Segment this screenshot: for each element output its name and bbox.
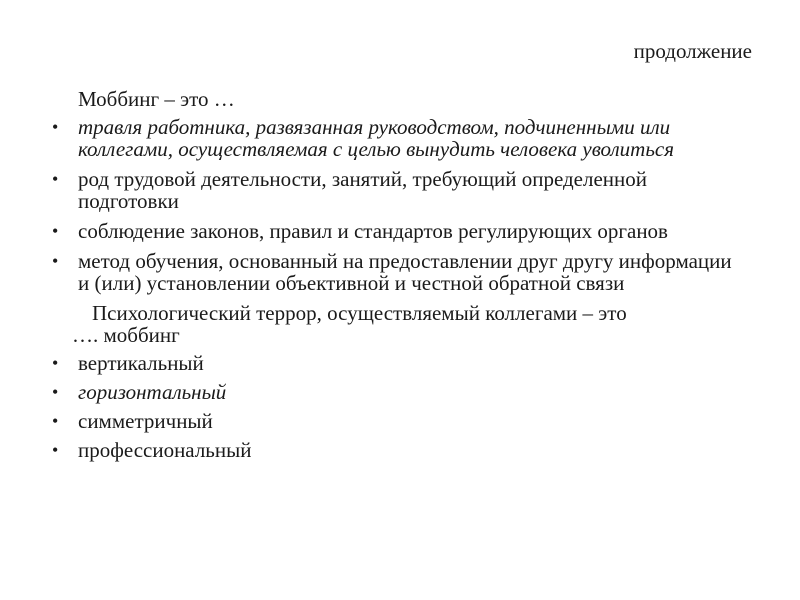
- question-2-line-1: Психологический террор, осуществляемый коллегами – это: [92, 301, 627, 325]
- q1-option-3-text: соблюдение законов, правил и стандартов регулирующих органов: [78, 219, 668, 243]
- q1-option-3: [48, 220, 738, 242]
- q1-option-2: [48, 168, 738, 212]
- bullet-icon: •: [52, 440, 59, 460]
- bullet-icon: •: [52, 251, 59, 271]
- q2-option-2-text: горизонтальный: [78, 380, 227, 404]
- q2-option-4-text: профессиональный: [78, 438, 252, 462]
- slide-content: [48, 88, 738, 468]
- q1-option-1: [48, 116, 738, 160]
- question-2-line-2: …. моббинг: [72, 323, 180, 347]
- q2-option-1-text: вертикальный: [78, 351, 204, 375]
- bullet-icon: •: [52, 353, 59, 373]
- q1-option-1-text: травля работника, развязанная руководством, подчиненными или коллегами, осуществляемая с целью вынудить человека уволиться: [78, 115, 674, 161]
- q1-option-4-text: метод обучения, основанный на предоставлении друг другу информации и (или) установлении объективной и честной обратной связи: [78, 249, 732, 295]
- q1-option-4: [48, 250, 738, 294]
- question-1-options: [48, 116, 738, 294]
- bullet-icon: •: [52, 169, 59, 189]
- q1-option-2-text: род трудовой деятельности, занятий, требующий определенной подготовки: [78, 167, 648, 213]
- bullet-icon: •: [52, 382, 59, 402]
- bullet-icon: •: [52, 117, 59, 137]
- bullet-icon: •: [52, 411, 59, 431]
- q2-option-2: [48, 381, 738, 403]
- question-2-title: [48, 302, 738, 346]
- question-2-options: [48, 352, 738, 461]
- q2-option-3-text: симметричный: [78, 409, 213, 433]
- question-1-title: Моббинг – это …: [78, 87, 235, 111]
- bullet-icon: •: [52, 221, 59, 241]
- q2-option-4: [48, 439, 738, 461]
- q2-option-1: [48, 352, 738, 374]
- continuation-label: продолжение: [633, 39, 752, 63]
- q2-option-3: [48, 410, 738, 432]
